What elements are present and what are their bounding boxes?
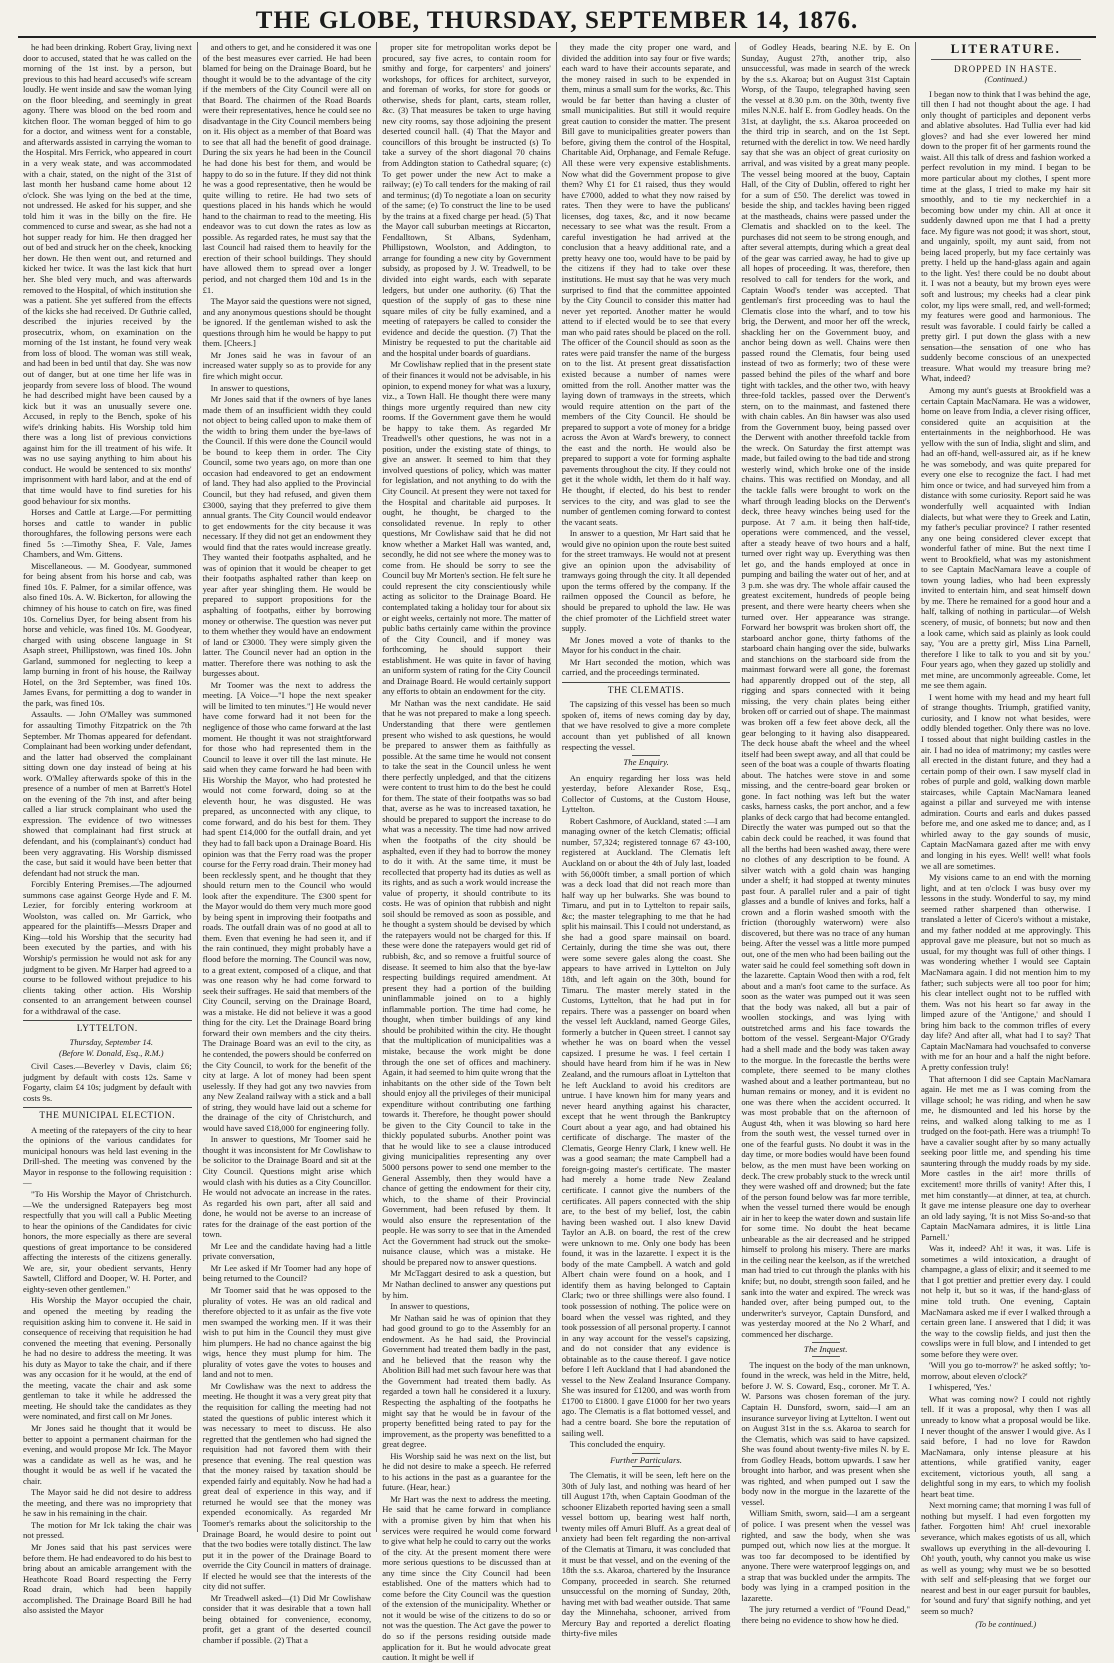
paragraph: Mr Nathan was the next candidate. He said that he was not prepared to make a long speech. Understanding that there were gentlemen present who wished to ask questions, he would be prepared to answer them as faithfully as possible. At the same time he would not consent to take the seat in the Council unless he went there perfectly unpledged, and that the citizens were content to trust him to do the best he could for them. The state of their footpaths was so bad that, averse as he was to increased taxation, he should be prepared to support the increase to do what was a necessity. The time had now arrived when the footpaths of the city should be asphalted, even if they had to borrow the money to do it with. At the same time, it must be recollected that property had its duties as well as its rights, and as such a work would increase the value of property, it should contribute to its costs. He was of opinion that rubbish and night soil should be removed as soon as possible, and he thought a system should be devised by which the ratepayers would not be charged for this. If these were done the ratepayers would get rid of rubbish, &c, and so remove a fruitful source of disease. It seemed to him also that the bye-law respecting buildings required amendment. At present they had a portion of the building uninflammable joined on to a highly inflammable portion. The time had come, he thought, when timber buildings of any kind should be prohibited within the city. He thought that the multiplication of municipalities was a mistake, because the work might be done through the one set of offices and machinery. Again, it had seemed to him quite wrong that the inhabitants on the other side of the Town belt should enjoy all the privileges of their municipal expenditure without contributing one farthing towards it. Therefore, he thought power should be given to the City Council to take in the thickly populated suburbs. Another point was that he would like to see a clause introduced giving municipalities representing any over 5000 persons power to send one member to the General Assembly, then they would have a chance of getting the endowment for their city, which, to the shame of their Provincial Government, had been refused by them. It would also ensure the representation of the people. He was sorry to see that in the Amended Act the Government had struck out the smoke-nuisance clause, which was a mistake. He should be prepared now to answer questions. <box>382 697 551 1267</box>
column-3 <box>377 42 557 1663</box>
paragraph: His Worship the Mayor occupied the chair, and opened the meeting by reading the requisition asking him to convene it. He said in consequence of receiving that requisition he had convened the meeting that evening. Personally he had no desire to address the meeting. It was his duty as Mayor to take the chair, and if there was any occasion for it he would, at the end of the meeting, vacate the chair and ask some gentleman to take it while he addressed the meeting. He should take the candidates as they were nominated, and first call on Mr Jones. <box>23 1295 192 1422</box>
paragraph: Among my aunt's guests at Brookfield was a certain Captain MacNamara. He was a widower, home on leave from India, a clever rising officer, considered quite an acquisition at the entertainments in the neighborhood. He was yellow with the sun of India, slight and slim, and had an off-hand, well-assured air, as if he knew he was somebody, and was quite prepared for every one else to recognize the fact. I had met him once or twice, and had surveyed him from a distance with some curiosity. Report said he was wonderfully well acquainted with Indian dialects, but what were they to Greek and Latin, my father's peculiar province? I rather resented any one being considered clever except that wonderful father of mine. But the next time I went to Brookfield, what was my astonishment to see Captain MacNamara leave a couple of town young ladies, who had been expressly invited to entertain him, and seat himself down by me. There he remained for a good hour and a half, talking of nothing in particular—of Welsh scenery, of music, of bonnets; but now and then a look came, which said as plainly as look could say, 'You are a pretty girl, Miss Lina Parnell, therefore I like to talk to you and sit by you.' Four years ago, when they gazed up stolidly and met mine, are uncommonly agreeable. Come, let me see them again. <box>920 384 1091 691</box>
paragraph: His Worship said he was next on the list, but he did not desire to make a speech. He referred to his actions in the past as a guarantee for the future. (Hear, hear.) <box>382 1450 551 1493</box>
paragraph: he had been drinking. Robert Gray, living next door to accused, stated that he was called on the morning of the 1st inst. by a person, but previous to this had heard accused's wife scream loudly. He went inside and saw the woman lying on the floor bleeding, and seemingly in great agony. There was blood on the bed room and kitchen floor. The woman begged of him to go for a doctor, and witness went for a constable, and afterwards assisted in carrying the woman to the Hospital. Mrs Ferrick, who appeared in court in a very weak state, and was accommodated with a chair, stated, on the night of the 31st of last month her husband came home about 12 o'clock. She was lying on the bed at the time, not undressed. He asked for his supper, and she told him it was in the billy on the fire. He commenced to curse and swear, as she had not a hot supper ready for him. He then dragged her out of bed and struck her on the cheek, knocking her down. He then went out, and returned and kicked her twice. It was the last kick that hurt her. She bled very much, and was afterwards removed to the Hospital, of which institution she was a patient. She yet suffered from the effects of the kicks she had received. Dr Guthrie called, described the injuries received by the prosecutrix, whom, on examination on the morning of the 1st instant, he found very weak from loss of blood. The woman was still weak, and had been in bed until that day. She was now out of danger, but at one time her life was in jeopardy from severe loss of blood. The wound he had described might have been caused by a kick but it was an unusually severe one. Accused, in reply to the Bench, spoke of his wife's drinking habits. His Worship told him there was a long list of previous convictions against him for the ill treatment of his wife. It was no use saying anything to him about his conduct. He would be sentenced to six months' imprisonment with hard labor, and at the end of that time would have to find sureties for his good behaviour for six months. <box>23 42 192 506</box>
column-2 <box>198 42 378 1646</box>
paragraph: Mr Treadwell asked—(1) Did Mr Cowlishaw consider that it was desirable that a town hall being obtained for convenience, economy, profit, get a grant of the deserted council chamber if possible. (2) That a <box>202 1592 372 1646</box>
paragraph: Mr Cowlishaw was the next to address the meeting. He thought it was a very great pity that the requisition for calling the meeting had not stated the questions of public interest which it was necessary to meet to discuss. He also regretted that the gentlemen who had signed the requisition had not favored them with their presence that evening. The real question was that the money raised by taxation should be expended fairly and equitably. Now he had had a great deal of experience in this way, and if returned he would see that the money was expended economically. As regarded Mr Toomer's remarks about the solicitorship to the Drainage Board, he would desire to point out that the two bodies were totally distinct. The law put it in the power of the Drainage Board to override the City Council in matters of drainage. If elected he would see that the interests of the city did not suffer. <box>202 1380 372 1592</box>
paragraph: and others to get, and he considered it was one of the best measures ever carried. He had been blamed for being on the Drainage Board, but he thought it would be to the advantage of the city if the members of the City Council were all on that Board. The chairmen of the Road Boards were their representatives, hence he could see no disadvantage in the City Council members being on it. His object as a member of that Board was to see that all had the benefit of good drainage. During the six years he had been in the Council he had done his best for them, and would be happy to do so in the future. If they did not think he was a good representative, then he would be quite willing to retire. He had two sets of questions placed in his hands which he would hand to the chairman to read to the meeting. His endeavor was to cut down the rates as low as possible. As regarded rates, he must say that the last Council had raised them to heavily for the erection of their school buildings. They should have allowed them to spread over a longer period, and not charged them 10d and 1s in the £1. <box>202 42 372 295</box>
paragraph: of Godley Heads, bearing N.E. by E. On Sunday, August 27th, another trip, also unsuccessful, was made in search of the wreck by the s.s. Akaroa; but on August 31st Captain Worsp, of the Taupo, telegraphed having seen the vessel at 8.30 p.m. on the 30th, twenty five miles N.N.E. half E. from Godley heads. On the 31st, at daylight, the s.s. Akaroa proceeded on the third trip in search, and on the 1st Sept. returned with the derelict in tow. We need hardly say that she was an object of great curiosity on arrival, and was visited by a great many people. The vessel being moored at the buoy, Captain Hall, of the City of Dublin, offered to right her for a sum of £50. The derelict was towed in beside the ship, and tackles having been rigged at the mastheads, chains were passed under the Clematis and shackled on to the keel. The purchases did not seem to be strong enough, and after several attempts, during which a great deal of the gear was carried away, he had to give up all hopes of proceeding. It was, therefore, then resolved to call for tenders for the work, and Captain Wood's tender was accepted. That gentleman's first proceeding was to haul the Clematis close into the wharf, and to tow his brig, the Derwent, and moor her off the wreck, shackling her on the Government buoy, and anchor being down as well. Chains were then passed round the Clematis, four being used instead of two as formerly; two of these were passed behind the piles of the wharf and bore tight with tackles, and the other two, with heavy three-fold tackles, passed over the Derwent's stern, on to the mainmast, and fastened there with chain cables. An 8in hawser was also used from the Government buoy, being passed over the Derwent with another threefold tackle from the wreck. On Saturday the first attempt was made, but failed owing to the bad tide and strong westerly wind, which broke one of the inside chains. This was rectified on Monday, and all the tackle falls were brought to work on the wharf through leading blocks on the Derwent's deck, three heavy winches being used for the purpose. At 7 a.m. it being then half-tide, operations were commenced, and the vessel, after a steady heave of two hours and a half, turned over right way up. Everything was then let go, and the hands employed at once in pumping and bailing the water out of her, and at 3 p.m. she was dry. The whole affair caused the greatest excitement, hundreds of people being present, and there were hearty cheers when she turned over. Her appearance was strange. Forward her bowsprit was broken short off, the starboard anchor gone, thirty fathoms of the starboard chain hanging over the side, bulwarks and stanchions on the starboard side from the mainmast forward were all gone, the foremast had apparently dropped out of the step, all rigging and spars connected with it being missing, the very chain plates being either broken off or carried out of shape. The mainmast was broken off a few feet above deck, all the gear belonging to it having also disappeared. The deck house abaft the wheel and the wheel itself had been swept away, and all that could be seen of the boat was a couple of thwarts floating about. The hatches were stove in and some missing, and the centre-board gear broken or gone. In fact nothing was left but the water casks, harness casks, the port anchor, and a few planks of deck cargo that had become entangled. Directly the water was pumped out so that the cabin deck could be reached, it was found that all the berths had been washed away, there were no clothes of any description to be found. A silver watch with a gold chain was hanging under a shelf; it had stopped at twenty minutes past four. A parallel ruler and a pair of tight glasses and a bundle of knives and forks, half a crown and a florin washed smooth with the friction (thoroughly waterworn) were also discovered, but there was no trace of any human being. After the vessel was a little more pumped out, one of the men who had been bailing out the water said he could feel something soft down in the lazarette. Captain Wood then with a rod, felt about and a man's foot came to the surface. As soon as the water was pumped out it was seen that the body was naked, all but a pair of woollen stockings, and was lying with outstretched arms and his face towards the bottom of the vessel. Sergeant-Major O'Grady had a shell made and the body was taken away to the morgue. In the forecastle the berths were complete, there seemed to be many clothes washed about and a leather portmanteau, but no human remains or money, and it is evident no one was there when the accident occurred. It was most probable that on the afternoon of August 4th, when it was blowing so hard here from the south west, the vessel turned over in one of the fearful gusts. No doubt it was in the day time, or more bodies would have been found below, as the men must have been working on deck. The crew probably stuck to the wreck until they were washed off and drowned; but the fate of the person found below was far more terrible, when the vessel turned there would be enough air in her to keep the water down and sustain life for some time. No doubt the heat became unbearable as the air decreased and he stripped himself to prolong his misery. There are marks in the ceiling near the keelson, as if the wretched man had tried to cut through the planks with his knife; but, no doubt, strength soon failed, and he sank into the water and expired. The wreck was handed over, after being pumped out, to the underwriter's surveyor, Captain Dunsford, and was yesterday moored at the No 2 Wharf, and commenced her discharge. <box>741 42 910 1339</box>
section-title-municipal-election: THE MUNICIPAL ELECTION. <box>23 1107 192 1122</box>
paragraph: Mr Jones said that his past services were before them. He had endeavored to do his best to bring about an amicable arrangement with the Heathcote Road Board respecting the Ferry Road drain, which had been happily accomplished. The Drainage Board Bill he had also assisted the Mayor <box>23 1542 192 1616</box>
paragraph: In answer to questions, <box>210 382 290 393</box>
column-5 <box>736 42 916 1625</box>
column-6 <box>916 41 1096 1630</box>
paragraph: The Mayor said the questions were not signed, and any anonymous questions should be thought be ignored. If the gentleman wished to ask the questions through him he would be happy to put them. [Cheers.] <box>202 296 372 349</box>
paragraph: Civil Cases.—Beverley v Davis, claim £6; judgment by default with costs 12s. Same v Fogarty, claim £4 10s; judgment by default with costs 9s. <box>23 1060 192 1103</box>
paragraph: The motion for Mr Ick taking the chair was not pressed. <box>23 1519 192 1541</box>
paragraph: A meeting of the ratepayers of the city to hear the opinions of the various candidates for municipal honours was held last evening in the Drill-shed. The meeting was convened by the Mayor in response to the following requisition :— <box>23 1124 192 1188</box>
paragraph: Mr Jones moved a vote of thanks to the Mayor for his conduct in the chair. <box>561 634 731 656</box>
paragraph: Mr Lee and the candidate having had a little private conversation, <box>202 1240 372 1262</box>
paragraph: I began now to think that I was behind the age, till then I had not thought about the age. I had only thought of participles and deponent verbs and ablative absolutes. Had Tullia ever had kid gloves? and had she ever lowered her mind down to the proper fit of her garments round the waist. All this talk of dress and fashion worked a perfect revolution in my mind. I began to be more particular about my clothes, I spent more time at the glass, I tried to make my hair sit smoothly, and to tie my neckerchief in a becoming bow under my chin. All at once it suddenly dawned upon me that I had a pretty face. My figure was not good; it was short, stout, and ungainly, spoilt, my aunt said, from not being laced properly, but my face certainly was pretty. I held up the hand-glass again and again to the light. Yes! there could be no doubt about it. I was not a beauty, but my brown eyes were soft and lustrous; my cheeks had a clear pink color, my lips were small, red, and well-formed; my features were good and harmonious. The result was favorable. I could fairly be called a pretty girl. I put down the glass with a new sensation—the sensation of one who has suddenly become conscious of an unexpected treasure. What would my treasure bring me? What, indeed? <box>920 88 1091 384</box>
section-title-lyttelton: LYTTELTON. <box>23 1020 192 1035</box>
paragraph: The Mayor said he did not desire to address the meeting, and there was no impropriety that he saw in his remaining in the chair. <box>23 1487 192 1519</box>
paragraph: The Clematis, it will be seen, left here on the 30th of July last, and nothing was heard of her till August 17th, when Captain Goodman of the schooner Elizabeth reported having seen a small vessel bottom up, bearing west half north, twenty miles off Amuri Bluff. As a great deal of anxiety had been felt regarding the non-arrival of the Clematis at Timaru, it was concluded that it must be that vessel, and on the evening of the 18th the s.s. Akaroa, chartered by the Insurance Company, proceeded in search. She returned unsuccessful on the morning of Sunday, 20th, having met with bad weather outside. That same day the Minnehaha, schooner, arrived from Mercury Bay and reported a derelict floating thirty-five miles <box>561 1470 731 1639</box>
paragraph: My visions came to an end with the morning light, and at ten o'clock I was busy over my lessons in the study. Wonderful to say, my mind seemed rather sharpened than otherwise. I translated a letter of Cicero's without a mistake, and my father nodded at me approvingly. This approval gave me pleasure, but not so much as usual, for my thought was full of other things. I was wondering whether I would see Captain MacNamara again. I did not mention him to my father; such subjects were all too poor for him; his clear intellect ought not to be ruffled with them. Was not his heart so far away in the limped azure of the 'Antigone,' and should I bring him back to the common trifles of every day life? And after all, what had I to say? That Captain MacNamara had vouchsafed to converse with me for an hour and a half the night before. A pretty confession truly! <box>920 872 1091 1072</box>
column-4 <box>557 42 737 1639</box>
paragraph: The inquest on the body of the man unknown, found in the wreck, was held in the Mitre, held, before J. W. S. Coward, Esq., coroner. Mr T. A. W. Parsons was chosen foreman of the jury. Captain H. Dunsford, sworn, said—I am an insurance surveyor living at Lyttelton. I went out on August 31st in the s.s. Akaroa to search for the Clematis, which was said to have capsized. She was found about twenty-five miles N. by E. from Godley Heads, bottom upwards. I saw her brought into harbor, and was present when she was righted, and when pumped out I saw the body now in the morgue in the lazarette of the vessel. <box>741 1359 910 1507</box>
story-title: DROPPED IN HASTE. <box>954 63 1058 74</box>
to-be-continued: (To be continued.) <box>975 1620 1037 1630</box>
paragraph: Was it, indeed? Ah! it was, it was. Life is sometimes a wild intoxication, a draught of champagne, a glass of elixir; and it seemed to me that I got prettier and prettier every day. I could not help it, but so it was, if the hand-glass of mine told truth. One evening, Captain MacNamara asked me if ever I walked through a certain green lane. I answered that I did; it was the way to the cowslip fields, and just then the cowslips were in full blow, and I intended to get some before they were over. <box>920 1243 1091 1359</box>
paragraph: What was coming now? I could not rightly tell. If it was a proposal, why then I was all unready to know what a proposal would be like. I never thought of the answer I would give. As I said before, I had no love for Rawdon MacNamara, only intense pleasure at his attentions, while gratified vanity, eager excitement, victorious youth, all sang a delightful song in my ears, to which my foolish heart beat time. <box>920 1393 1091 1499</box>
paragraph: Next morning came; that morning I was full of nothing but myself. I had even forgotten my father. Forgotten him! Ah! cruel inexorable severance, which makes egotists of us all, which swallows up everything in the all-devouring I. Oh! youth, youth, why cannot you make us wise as well as young; why must we be so besotted with self and self-pleasing that we forget our nearest and best in our eager pursuit for baubles, for 'sound and fury' that signify nothing, and yet seem so much? <box>920 1500 1091 1616</box>
paragraph: Mr Jones said that if the owners of bye lanes made them of an insufficient width they could not object to being called upon to make them of the width to bring them under the bye-laws of the Council. If this were done the Council would be bound to keep them in order. The City Council, some two years ago, on more than one occasion had endeavored to get an endowment of land. They had also applied to the Provincial Council, but they had refused, and given them £3000, saying that they preferred to give them annual grants. The City Council would endeavor to get endowments for the city because it was necessary. If they did not get an endowment they would find that the rates would increase greatly. They wanted their footpaths asphalted, and he was of opinion that it would be cheaper to get their footpaths asphalted rather than keep on year after year shingling them. He would be prepared to support propositions for the asphalting of footpaths, either by borrowing money or otherwise. The question was never put to them whether they would have an endowment of land or £3000. They were simply given the latter. The Council never had an option in the matter. Therefore there was nothing to ask the burgesses about. <box>202 394 372 679</box>
magistrate-line: (Before W. Donald, Esq., R.M.) <box>59 1049 164 1059</box>
paragraph: Mr Hart seconded the motion, which was carried, and the proceedings terminated. <box>561 656 731 678</box>
paragraph: Mr Nathan said he was of opinion that they had good ground to go to the Assembly for an endowment. As he had said, the Provincial Government had treated them badly in the past, and he believed that the reason why the Abolition Bill had met such favour here was that the Government had treated them badly. As regarded a town hall he considered it a luxury. Respecting the asphalting of the footpaths he might say that he would be in favour of the property benefitted being rated to pay for the improvement, as the property was benefitted to a great degree. <box>382 1312 551 1450</box>
paragraph: 'Will you go to-morrow?' he asked softly; 'to-morrow, about eleven o'clock?' <box>920 1360 1091 1381</box>
subsection-title-further-particulars: Further Particulars. <box>562 1453 731 1468</box>
section-title-literature: LITERATURE. <box>950 41 1061 56</box>
paragraph: Miscellaneous. — M. Goodyear, summoned for being absent from his horse and cab, was fined 10s. F. Palmer, for a similar offence, was also fined 10s. A. W. Bickerton, for allowing the chimney of his house to catch on fire, was fined 10s. Cornelius Dyer, for being absent from his horse and vehicle, was fined 10s. M. Goodyear, charged with using obscene language in St Asaph street, Phillipstown, was fined 10s. John Garland, summoned for neglecting to keep a lamp burning in front of his house, the Railway Hotel, on the 3rd September, was fined 10s. James Evans, for permitting a dog to wander in the park, was fined 10s. <box>23 560 192 708</box>
paragraph: they made the city proper one ward, and divided the addition into say four or five wards; each ward to have their accounts separate, and the money raised in such to be expended in them, minus a small sum for the works, &c. This would be far better than having a cluster of small municipalities. But still it would require great caution to consider the matter. The present Bill gave to municipalities greater powers than before, giving them the control of the Hospital, Charitable Aid, Orphanage, and Female Refuge. All these were very expensive establishments. Now what did the Government propose to give them? Why £1 for £1 raised, thus they would have £7000, added to what they now raised by rates. Then they were to have the publicans' licenses, dog taxes, &c, and it now became necessary to see what was the result. From a careful investigation he had arrived at the conclusion that a heavy additional rate, and a pretty heavy one too, would have to be paid by the citizens if they had to take over these institutions. He must say that he was very much surprised to find that the committee appointed by the City Council to consider this matter had never yet reported. Another matter he would attend to if elected would be to see that every man who paid rates should be placed on the roll. The officer of the Council should as soon as the rates were paid transfer the name of the burgess on to the list. At present great dissatisfaction existed because a number of names were omitted from the roll. Another matter was the laying down of tramways in the streets, which would require attention on the part of the members of the City Council. He should be prepared to support a vote of money for a bridge across the Avon at Ward's brewery, to connect the east and the north. He would also be prepared to support a vote for forming asphalte pavements throughout the city. If they could not get it the whole width, let them do it half way. He thought, if elected, do his best to render services to the city, and was glad to see the number of gentlemen coming forward to contest the vacant seats. <box>561 42 731 527</box>
columns <box>18 41 1096 1663</box>
paragraph: Mr Lee asked if Mr Toomer had any hope of being returned to the Council? <box>202 1262 372 1284</box>
paragraph: William Smith, sworn, said—I am a sergeant of police. I was present when the vessel was righted, and saw the body, when she was pumped out, which now lies at the morgue. It was too far decomposed to be identified by anyone. There were waterproof leggings on, and a strap that was buckled under the armpits. The body was lying in a cramped position in the lazarette. <box>741 1508 910 1603</box>
paragraph: Mr Toomer was the next to address the meeting. [A Voice—"I hope the next speaker will be limited to ten minutes."] He would never have come forward had it not been for the negligence of those who came forward at the last moment. He thought it was not straightforward for those who had represented them in the Council to leave it over till the last minute. He said when they came forward he had been with His Worship the Mayor, who had protested he would not come forward, doing so at the eleventh hour, he was disgusted. He was prepared, as unconnected with any clique, to come forward, and do his best for them. They had spent £14,000 for the outfall drain, and yet they had to fall back upon a Drainage Board. His opinion was that the Ferry road was the proper course for the Ferry road drain. Their money had been recklessly spent, and he thought that they should return men to the Council who would look after the expenditure. The £300 spent for the Mayor would do them very much more good by being spent in improving their footpaths and roads. The outfall drain was of no good at all to them. Even that evening he had seen it, and if the rain continued, they might probably have a flood before the morning. The Council was now, to a great extent, composed of a clique, and that was one reason why he had come forward to seek their suffrages. He said that members of the City Council, serving on the Drainage Board, was a mistake. He did not believe it was a good thing for the city. Let the Drainage Board bring forward their own members and the city theirs. The Drainage Board was an evil to the city, as he contended, the powers should be conferred on the City Council, to work for the benefit of the city at large. A lot of money had been spent uselessly. If they had got any two navvies from any New Zealand railway with a stick and a ball of string, they would have laid out a scheme for the drainage of the city of Christchurch, and would have saved £18,000 for engineering folly. <box>202 679 372 1133</box>
paragraph: Mr Toomer said that he was opposed to the plurality of votes. He was an old radical and therefore objected to it as unfair as the five vote men swamped the working men. If it was their wish to put him in the Council they must give him plumpers. He had no chance against the big wigs, hence they must plump for him. The plurality of votes gave the votes to houses and land and not to men. <box>202 1284 372 1380</box>
continued-note: (Continued.) <box>984 75 1028 85</box>
paragraph: I whispered, 'Yes.' <box>928 1382 992 1393</box>
subsection-title-inquest: The Inquest. <box>741 1342 910 1357</box>
paragraph: The jury returned a verdict of "Found Dead," there being no evidence to show how he died. <box>741 1604 910 1625</box>
paragraph: In answer to questions, Mr Toomer said he thought it was inconsistent for Mr Cowlishaw to be solicitor to the Drainage Board and sit at the City Council. Questions might arise which would clash with his duties as a City Councillor. He would not advocate an increase in the rates. As regarded his own part, after all said and done, he would not be averse to an increase of rates for the drainage of the east portion of the town. <box>202 1134 372 1240</box>
dateline: Thursday, September 14. <box>69 1037 153 1047</box>
subsection-title-enquiry: The Enquiry. <box>562 755 731 770</box>
masthead: THE GLOBE, THURSDAY, SEPTEMBER 14, 1876. <box>18 6 1096 38</box>
paragraph: I went home with my head and my heart full of strange thoughts. Triumph, gratified vanity, curiosity, and I know not what besides, were oddly blended together. Only there was no love. I tossed about that night building castles in the air. I had no idea of matrimony; my castles were all erected in the distant future, and they had a certain pomp of their own. I saw myself clad in robes of purple and gold, walking down marble staircases, while Captain MacNamara leaned against a pillar and surveyed me with intense admiration. Courts and earls and dukes passed before me, and one asked me to dance; and, as I whirled away to the gay sounds of music, Captain MacNamara gazed after me with envy and longing in his eyes. Well! well! what fools we all are sometimes. <box>920 691 1091 871</box>
divider <box>931 59 1081 60</box>
paragraph: In answer to a question, Mr Hart said that he would give no opinion upon the route best suited for the street tramways. He would not at present give an opinion upon the advisability of tramways going through the city. It all depended upon the terms offered by the company. If the railmen opposed the Council as before, he should be prepared to uphold the law. He was the chief promoter of the Lichfield street water supply. <box>561 528 731 634</box>
column-1 <box>18 42 198 1616</box>
paragraph: Mr Hart was the next to address the meeting. He said that he came forward in compliance with a promise given by him that when his services were required he would come forward to give what help he could to carry out the works of the city. At the present moment there were more serious questions to be discussed than at any time since the City Council had been established. One of the matters which had to come before the City Council was the question of the extension of the municipality. Whether or not it would be wise of the citizens to do so or not was the question. The Act gave the power to do so if the persons residing outside made application for it. But he would advocate great caution. It might be well if <box>382 1493 551 1663</box>
paragraph: Mr McTaggart desired to ask a question, but Mr Nathan declined to answer any questions put by him. <box>382 1268 551 1300</box>
paragraph: In answer to questions, <box>390 1301 470 1312</box>
paragraph: Mr Jones said he thought that it would be better to appoint a permanent chairman for the evening, and would propose Mr Ick. The Mayor was a candidate as well as he was, and he thought it would be as well if he vacated the chair. <box>23 1423 192 1486</box>
paragraph: proper site for metropolitan works depot be procured, say five acres, to contain room for smithy and forge, for carpenters' and joiners' workshops, for offices for architect, surveyor, and foreman of works, for store for goods or otherwise, sheds for plant, carts, steam roller, &c. (3) That measures be taken to urge having new city rooms, say those adjoining the present deserted council hall. (4) That the Mayor and councillors of this brought be instructed (s) To take a survey of the short diagonal 70 chains from Addington station to Cathedral square; (c) To get power under the new Act to make a railway; (e) To call tenders for the making of rail and terminus; (d) To negotiate a loan on security of the same; (e) To construct the line to be used by the trains at a fixed charge per head. (5) That the Mayor call suburban meetings at Riccarton, Fendalltown, St Albans, Sydenham, Phillipstown, Woolston, and Addington, to arrange for founding a new city by Government subsidy, as proposed by J. W. Treadwell, to be divided into eight wards, each with separate ledgers, but under one authority. (6) That the question of the supply of gas to these nine square miles of city be fully examined, and a meeting of ratepayers be called to consider the evidence and decide the question. (7) That the Ministry be requested to put the charitable aid and the hospital under boards of guardians. <box>382 42 551 358</box>
paragraph: This concluded the enquiry. <box>569 1439 666 1450</box>
section-title-clematis: THE CLEMATIS. <box>562 682 731 697</box>
paragraph: Mr Jones said he was in favour of an increased water supply so as to provide for any fire which might occur. <box>202 349 372 381</box>
court-reports <box>23 42 192 1016</box>
paragraph: Mr Cowlishaw replied that in the present state of their finances it would not be advisable, in his opinion, to expend money for what was a luxury, viz., a Town Hall. He thought there were many things more urgently required than new city rooms. If the Government gave them he would be happy to take them. As regarded Mr Treadwell's other questions, he was not in a position, under the existing state of things, to give an answer. It seemed to him that they involved questions of policy, which was matter for legislation, and not anything to do with the City Council. At present they were not taxed for the Hospital and charitable aid purposes. It ought, he thought, be charged to the consolidated revenue. In reply to other questions, Mr Cowlishaw said that he did not know whether a Market Hall was wanted, and, secondly, he did not see where the money was to come from. He should be sorry to see the Council buy Mr Morten's section. He felt sure he could represent the city conscientiously while acting as solicitor to the Drainage Board. He contemplated taking a holiday tour for about six or eight weeks, certainly not more. The matter of public baths certainly came within the province of the City Council, and if money was forthcoming, he should support their establishment. He was quite in favor of having an uniform system of rating for the City Council and Drainage Board. He would certainly support any efforts to obtain an endowment for the city. <box>382 359 551 697</box>
paragraph: An enquiry regarding her loss was held yesterday, before Alexander Rose, Esq., Collector of Customs, at the Custom House, Lyttelton. <box>561 772 731 815</box>
paragraph: "To His Worship the Mayor of Christchurch.—We the undersigned Ratepayers beg most respectfully that you will call a Public Meeting to hear the opinions of the Candidates for civic honors, the more especially as there are several questions of great importance to be considered affecting the interests of the citizens generally. We are, sir, your obedient servants, Henry Sawtell, Clifford and Dooper, W. H. Porter, and eighty-seven other gentlemen." <box>23 1188 192 1294</box>
paragraph: The capsizing of this vessel has been so much spoken of, items of news coming day by day, that we have resolved to give a more complete account than yet published of all known respecting the vessel. <box>561 699 731 752</box>
paragraph: Assaults. — John O'Malley was summoned for assaulting Timothy Fitzpatrick on the 7th September. Mr Thomas appeared for defendant. Complainant had been working under defendant, and the latter had observed the complainant sitting down one day instead of being at his work. O'Malley afterwards spoke of this in the presence of a number of men at Barrett's Hotel on the evening of the 7th inst, and after being called a liar struck complainant who used the expression. The evidence of two witnesses showed that complainant had first struck at defendant, and his (complainant's) conduct had been very aggravating. His Worship dismissed the case, but said it would have been better that defendant had not struck the man. <box>23 709 192 878</box>
paragraph: That afternoon I did see Captain MacNamara again. He met me as I was coming from the village school; he was riding, and when he saw me, he dismounted and led his horse by the reins, and walked along talking to me as I trudged on the foot-path. Here was a triumph! To have a cavalier sought after by so many actually seeking poor little me, and spending his time sauntering through the muddy roads by my side. More castles in the air! more thrills of excitement! more thrills of vanity! After this, I met him constantly—at dinner, at tea, at church. It gave me intense pleasure one day to overhear an old lady saying, 'It is not Miss So-and-so that Captain MacNamara admires, it is little Lina Parnell.' <box>920 1073 1091 1242</box>
paragraph: Robert Cashmore, of Auckland, stated :—I am managing owner of the ketch Clematis; official number, 57,324; registered tonnage 67 43-100, registered at Auckland. The Clematis left Auckland on or about the 4th of July last, loaded with 56,000ft timber, a small portion of which was a deck load that did not reach more than half way up her bulwarks. She was bound to Timaru, and put in to Lyttelton to repair sails, &c; the master telegraphing to me that he had split his mainsail. This I could not understand, as she had a good spare mainsail on board. Certainly, during the time she was out, there were some severe gales along the coast. She appears to have arrived in Lyttelton on July 18th, and left again on the 30th, bound for Timaru. The master merely stated in the Customs, Lyttelton, that he had put in for repairs. There was a passenger on board when the vessel left Auckland, named George Giles, formerly a butcher in Queen street. I cannot say whether he was on board when the vessel capsized. I presume he was. I feel certain I should have heard from him if he was in New Zealand, and the rumours afloat in Lyttelton that he left Auckland to avoid his creditors are untrue. I have known him for many years and never heard anything against his character, except that he went through the Bankruptcy Court about a year ago, and had obtained his certificate of discharge. The master of the Clematis, George Henry Clark, I knew well. He was a good seaman; the mate Campbell had a foreign-going master's certificate. The master had merely a home trade New Zealand certificate. I cannot give the numbers of the certificates. All papers connected with the ship are, to the best of my belief, lost, the cabin having been washed out. I also knew David Taylor an A.B. on board, the rest of the crew were unknown to me. Only one body has been found, it was in the lazarette. I expect it is the body of the mate Campbell. A watch and gold Albert chain were found on a hook, and I identify them as having belonged to Captain Clark; two or three shillings were also found. I took possession of nothing. The police were on board when the vessel was righted, and they took possession of all personal property. I cannot in any way account for the vessel's capsizing, and do not consider that any evidence is obtainable as to the cause thereof. I gave notice before I left Auckland that I had abandoned the vessel to the New Zealand Insurance Company. She was insured for £1200, and was worth from £1700 to £1800. I gave £1000 for her two years ago. The Clematis is a flat bottomed vessel, and had a centre board. She bore the reputation of sailing well. <box>561 815 731 1438</box>
paragraph: Forcibly Entering Premises.—The adjourned summons case against George Hyde and F. M. Lezier, for forcibly entering workroom at Woolston, was called on. Mr Garrick, who appeared for the plaintiffs—Messrs Draper and King—told his Worship that the security had been executed by the parties, and with his Worship's permission he would not ask for any judgment to be given. Mr Harper had agreed to a course to be followed without prejudice to his clients taking other action. His Worship consented to an arrangement between counsel for a withdrawal of the case. <box>23 879 192 1016</box>
paragraph: Horses and Cattle at Large.—For permitting horses and cattle to wander in public thoroughfares, the following persons were each fined 5s :—Timothy Shea, F. Vale, James Chambers, and Wm. Gittens. <box>23 507 192 560</box>
